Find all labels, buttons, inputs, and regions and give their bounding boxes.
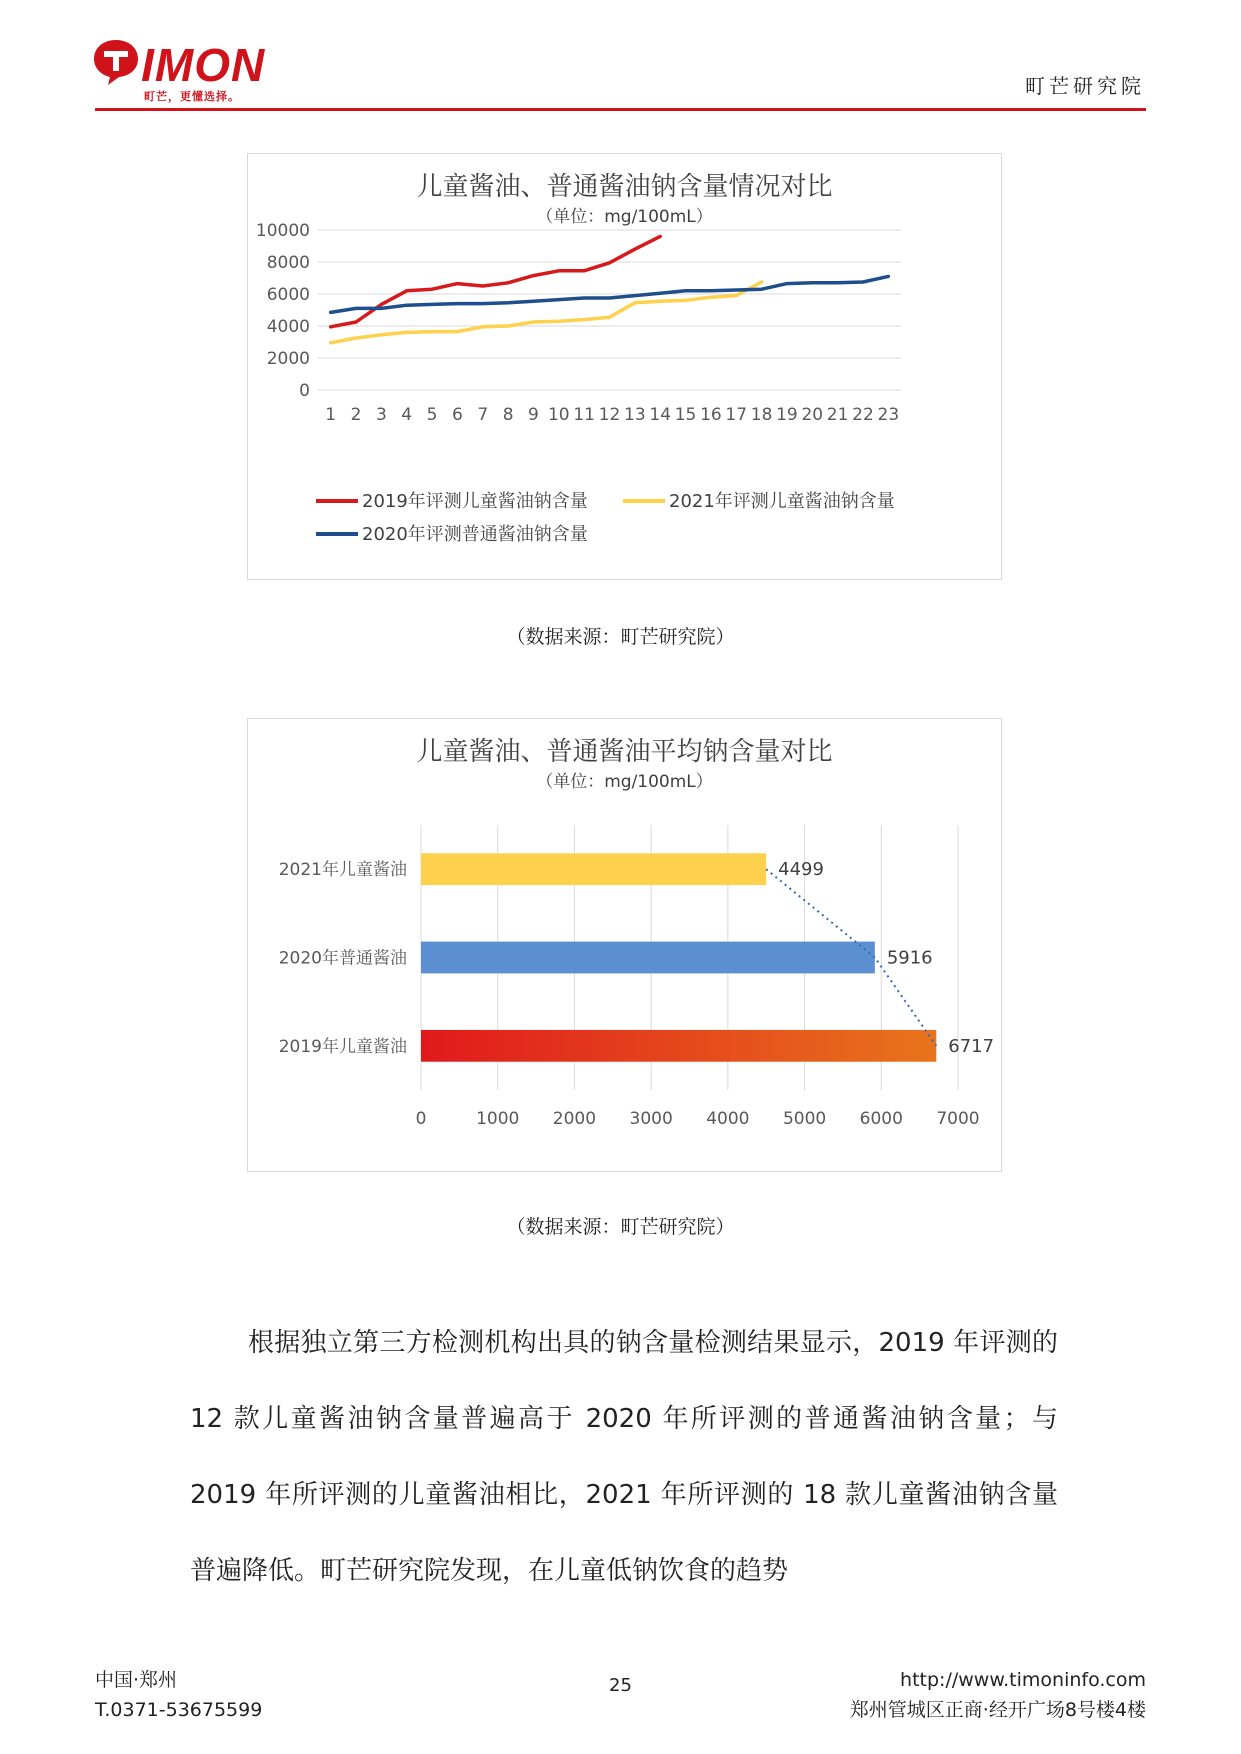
category-label: 2020年普通酱油 xyxy=(278,948,407,969)
legend-label: 2021年评测儿童酱油钠含量 xyxy=(669,491,895,512)
y-tick-label: 2000 xyxy=(266,349,310,369)
bar xyxy=(421,1030,936,1062)
body-paragraph: 根据独立第三方检测机构出具的钠含量检测结果显示，2019 年评测的 12 款儿童酱油钠含量普遍高于 2020 年所评测的普通酱油钠含量；与 2019 年所评测的儿童酱油相比，2021 年所评测的 18 款儿童酱油钠含量普遍降低。町芒研究院发现，在儿童低钠饮食的趋势 xyxy=(190,1328,1058,1586)
x-tick-label: 0 xyxy=(415,1109,427,1129)
logo xyxy=(92,38,292,104)
footer-phone: T.0371-53675599 xyxy=(95,1699,263,1721)
x-tick-label: 12 xyxy=(598,405,621,425)
x-tick-label: 14 xyxy=(649,405,672,425)
data-label: 6717 xyxy=(948,1035,995,1057)
footer-website-link[interactable]: http://www.timoninfo.com xyxy=(900,1669,1146,1691)
footer-address-block xyxy=(850,1665,1146,1725)
x-tick-label: 8 xyxy=(502,405,514,425)
data-label: 5916 xyxy=(886,947,933,969)
x-tick-label: 1 xyxy=(325,405,337,425)
x-tick-label: 10 xyxy=(547,405,570,425)
x-tick-label: 3000 xyxy=(629,1109,673,1129)
chart-title: 儿童酱油、普通酱油钠含量情况对比 xyxy=(416,172,833,202)
category-label: 2019年儿童酱油 xyxy=(278,1036,407,1057)
line-chart xyxy=(247,153,1002,580)
x-tick-label: 11 xyxy=(573,405,595,425)
x-tick-label: 16 xyxy=(700,405,722,425)
x-tick-label: 6 xyxy=(451,405,463,425)
y-tick-label: 6000 xyxy=(266,285,310,305)
bar-chart xyxy=(247,718,1002,1172)
bar-chart-plot xyxy=(248,719,1001,1171)
line-chart-plot xyxy=(248,154,1001,579)
category-label: 2021年儿童酱油 xyxy=(278,860,407,881)
x-tick-label: 2000 xyxy=(552,1109,597,1129)
chart-subtitle: （单位：mg/100mL） xyxy=(536,772,713,792)
logo-wordmark xyxy=(112,39,266,91)
header-institute: 町芒研究院 xyxy=(1025,74,1145,98)
x-tick-label: 19 xyxy=(776,405,798,425)
data-source-note: （数据来源：町芒研究院） xyxy=(506,1216,735,1238)
chart-title: 儿童酱油、普通酱油平均钠含量对比 xyxy=(416,737,833,767)
chart-subtitle: （单位：mg/100mL） xyxy=(536,207,713,227)
x-tick-label: 7 xyxy=(477,405,489,425)
header-divider xyxy=(95,108,1146,111)
x-tick-label: 3 xyxy=(375,405,387,425)
logo-slogan: 町芒，更懂选择。 xyxy=(144,90,240,103)
page-number: 25 xyxy=(609,1675,632,1696)
x-tick-label: 21 xyxy=(826,405,849,425)
x-tick-label: 4 xyxy=(401,405,413,425)
legend-label: 2020年评测普通酱油钠含量 xyxy=(362,524,588,545)
x-tick-label: 17 xyxy=(725,405,748,425)
x-tick-label: 4000 xyxy=(706,1109,750,1129)
x-tick-label: 9 xyxy=(528,405,539,425)
x-tick-label: 23 xyxy=(877,405,900,425)
series-line xyxy=(331,236,661,326)
x-tick-label: 5000 xyxy=(782,1109,827,1129)
bar xyxy=(421,853,766,885)
x-tick-label: 2 xyxy=(350,405,362,425)
footer-location: 中国·郑州 xyxy=(95,1669,178,1691)
x-tick-label: 7000 xyxy=(936,1109,980,1129)
x-tick-label: 1000 xyxy=(476,1109,520,1129)
y-tick-label: 10000 xyxy=(255,221,310,241)
logo-wordmark-rest: IMON xyxy=(141,39,266,91)
data-source-note: （数据来源：町芒研究院） xyxy=(506,626,735,648)
x-tick-label: 18 xyxy=(750,405,773,425)
footer-address: 郑州管城区正商·经开广场8号楼4楼 xyxy=(849,1699,1146,1721)
x-tick-label: 5 xyxy=(426,405,438,425)
y-tick-label: 4000 xyxy=(266,317,310,337)
data-label: 4499 xyxy=(778,859,824,881)
bar xyxy=(421,942,875,974)
legend-label: 2019年评测儿童酱油钠含量 xyxy=(362,491,588,512)
x-tick-label: 20 xyxy=(801,405,824,425)
y-tick-label: 8000 xyxy=(266,253,310,273)
y-tick-label: 0 xyxy=(299,381,310,401)
x-tick-label: 6000 xyxy=(859,1109,903,1129)
x-tick-label: 15 xyxy=(674,405,697,425)
x-tick-label: 13 xyxy=(624,405,646,425)
x-tick-label: 22 xyxy=(852,405,874,425)
